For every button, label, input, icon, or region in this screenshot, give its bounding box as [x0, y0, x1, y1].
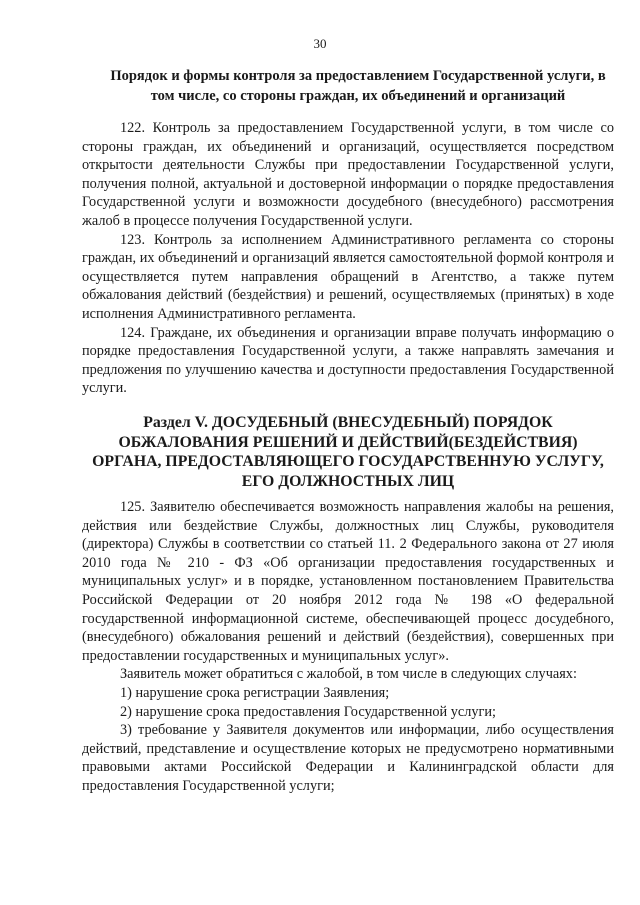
paragraph-123: 123. Контроль за исполнением Административного регламента со стороны граждан, их объединений и организаций является самостоятельной формой контроля и осуществляется путем направления обращений в Агентство, а также путем обжалования действий (бездействия) и решений, осуществляемых (принятых) в ходе исполнения Административного регламента.: [82, 231, 614, 322]
section-heading-control: Порядок и формы контроля за предоставлением Государственной услуги, в том числе, со стороны граждан, их объединений и организаций: [110, 68, 606, 104]
list-item: 3) требование у Заявителя документов или информации, либо осуществления действий, представление и осуществление которых не предусмотрено нормативными правовыми актами Российской Федерации и Калининградской области для предоставления Государственной услуги;: [82, 722, 614, 794]
page-number: 30: [313, 36, 327, 51]
paragraph-124: 124. Граждане, их объединения и организации вправе получать информацию о порядке предоставления Государственной услуги, а также направлять замечания и предложения по улучшению качества и доступности предоставления Государственной услуги.: [82, 324, 614, 397]
section-heading-appeal: Раздел V. ДОСУДЕБНЫЙ (ВНЕСУДЕБНЫЙ) ПОРЯДОК ОБЖАЛОВАНИЯ РЕШЕНИЙ И ДЕЙСТВИЙ(БЕЗДЕЙСТВИЯ) ОРГАНА, ПРЕДОСТАВЛЯЮЩЕГО ГОСУДАРСТВЕННУЮ УСЛУГУ, ЕГО ДОЛЖНОСТНЫХ ЛИЦ: [92, 414, 604, 490]
section-control-body: [82, 119, 614, 398]
list-item: 2) нарушение срока предоставления Государственной услуги;: [120, 703, 497, 720]
list-item: 1) нарушение срока регистрации Заявления;: [120, 684, 390, 701]
complaint-intro: Заявитель может обратиться с жалобой, в том числе в следующих случаях:: [120, 666, 577, 683]
section-appeal-body: [82, 498, 614, 796]
paragraph-125: 125. Заявителю обеспечивается возможность направления жалобы на решения, действия или бездействие Службы, должностных лиц Службы, руководителя (директора) Службы в соответствии со статьей 11. 2 Федерального закона от 27 июля 2010 года № 210 - ФЗ «Об организации предоставления государственных и муниципальных услуг» и в порядке, установленном постановлением Правительства Российской Федерации от 20 ноября 2012 года № 198 «О федеральной государственной информационной системе, обеспечивающей процесс досудебного, (внесудебного) обжалования решений и действий (бездействия), совершенных при предоставлении государственных и муниципальных услуг».: [82, 499, 614, 664]
paragraph-122: 122. Контроль за предоставлением Государственной услуги, в том числе со стороны граждан, их объединений и организаций, осуществляется посредством открытости деятельности Службы при предоставлении Государственной услуги, получения полной, актуальной и достоверной информации о порядке предоставления Государственной услуги и возможности досудебного (внесудебного) рассмотрения жалоб в процессе получения Государственной услуги.: [82, 120, 614, 229]
